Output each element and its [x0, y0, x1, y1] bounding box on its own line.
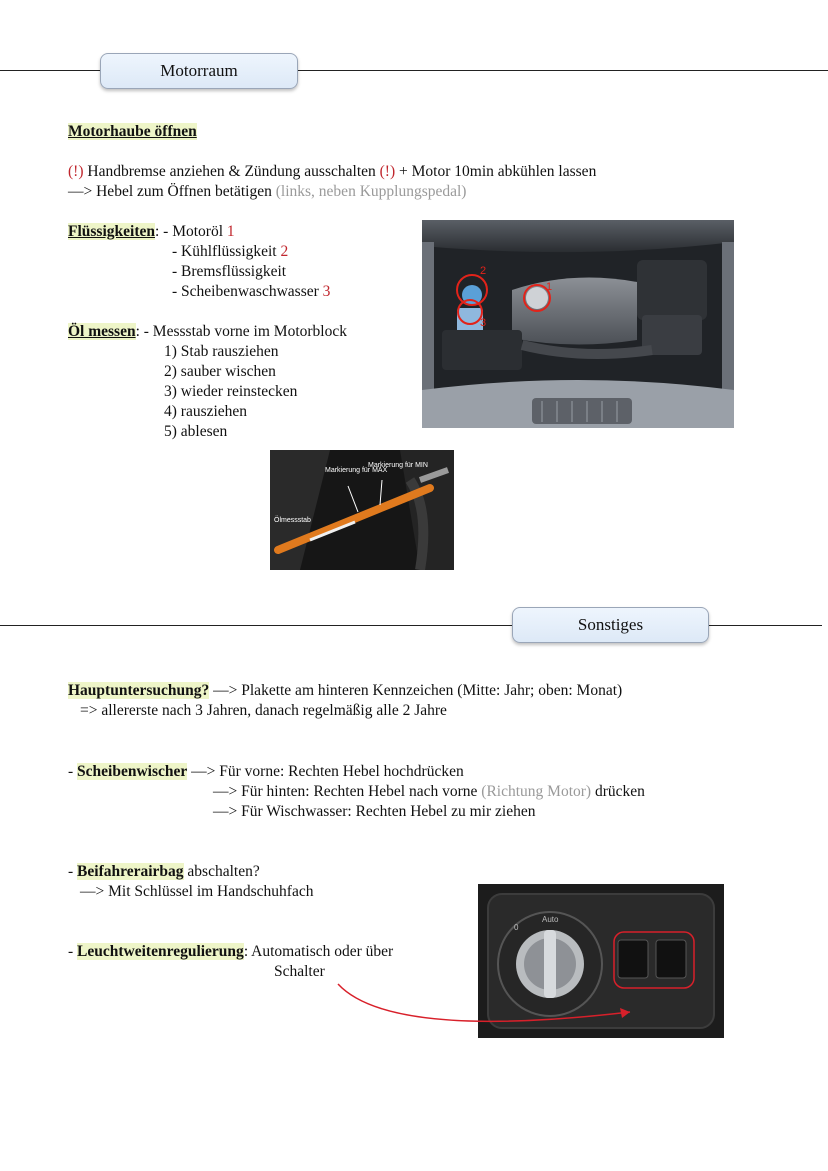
oil-step: 2) sauber wischen [164, 363, 276, 380]
section-title: Sonstiges [577, 615, 644, 634]
wiper-line-1: - Scheibenwischer —> Für vorne: Rechten Hebel hochdrücken [68, 763, 464, 780]
hood-instruction-1: (!) Handbremse anziehen & Zündung ausschalten (!) + Motor 10min abkühlen lassen [68, 163, 597, 180]
engine-label-3: 3 [480, 317, 487, 329]
oil-step: 5) ablesen [164, 423, 228, 440]
oil-step: 4) rausziehen [164, 403, 248, 420]
oil-heading: Öl messen: - Messstab vorne im Motorblock [68, 323, 347, 340]
wiper-line-2: —> Für hinten: Rechten Hebel nach vorne (Richtung Motor) drücken [213, 783, 645, 800]
fluid-item: - Kühlflüssigkeit 2 [172, 243, 289, 260]
oil-step: 3) wieder reinstecken [164, 383, 298, 400]
fluids-heading: Flüssigkeiten: - Motoröl 1 [68, 223, 235, 240]
annotation-arrow [330, 970, 660, 1040]
hu-line-1: Hauptuntersuchung? —> Plakette am hinteren Kennzeichen (Mitte: Jahr; oben: Monat) [68, 682, 623, 699]
engine-bay-photo [422, 220, 734, 428]
section-rule [0, 70, 100, 71]
dipstick-label-max: Markierung für MAX [325, 467, 388, 474]
dipstick-photo [270, 450, 454, 570]
section-rule [297, 70, 828, 71]
wiper-line-3: —> Für Wischwasser: Rechten Hebel zu mir ziehen [213, 803, 536, 820]
engine-label-1: 1 [546, 281, 553, 293]
hood-instruction-2: —> Hebel zum Öffnen betätigen (links, neben Kupplungspedal) [68, 183, 467, 200]
fluid-item: - Bremsflüssigkeit [172, 263, 287, 280]
switch-label-zero: 0 [514, 923, 519, 932]
fluid-item: - Scheibenwaschwasser 3 [172, 283, 331, 300]
dipstick-label-min: Markierung für MIN [368, 462, 428, 469]
airbag-line-2: —> Mit Schlüssel im Handschuhfach [80, 883, 314, 900]
airbag-line-1: - Beifahrerairbag abschalten? [68, 863, 260, 880]
switch-label-auto: Auto [542, 915, 559, 924]
section-tab-sonstiges [512, 607, 709, 643]
section-title: Motorraum [160, 61, 238, 80]
oil-step: 1) Stab rausziehen [164, 343, 279, 360]
hu-line-2: => allererste nach 3 Jahren, danach regelmäßig alle 2 Jahre [80, 702, 447, 719]
headlight-line-2: Schalter [274, 963, 325, 980]
section-tab-motorraum [100, 53, 298, 89]
hood-heading: Motorhaube öffnen [68, 123, 197, 140]
dipstick-label-stick: Ölmessstab [274, 517, 311, 524]
engine-label-2: 2 [480, 265, 487, 277]
section-rule [0, 625, 512, 626]
headlight-line-1: - Leuchtweitenregulierung: Automatisch oder über [68, 943, 394, 960]
section-rule [708, 625, 822, 626]
